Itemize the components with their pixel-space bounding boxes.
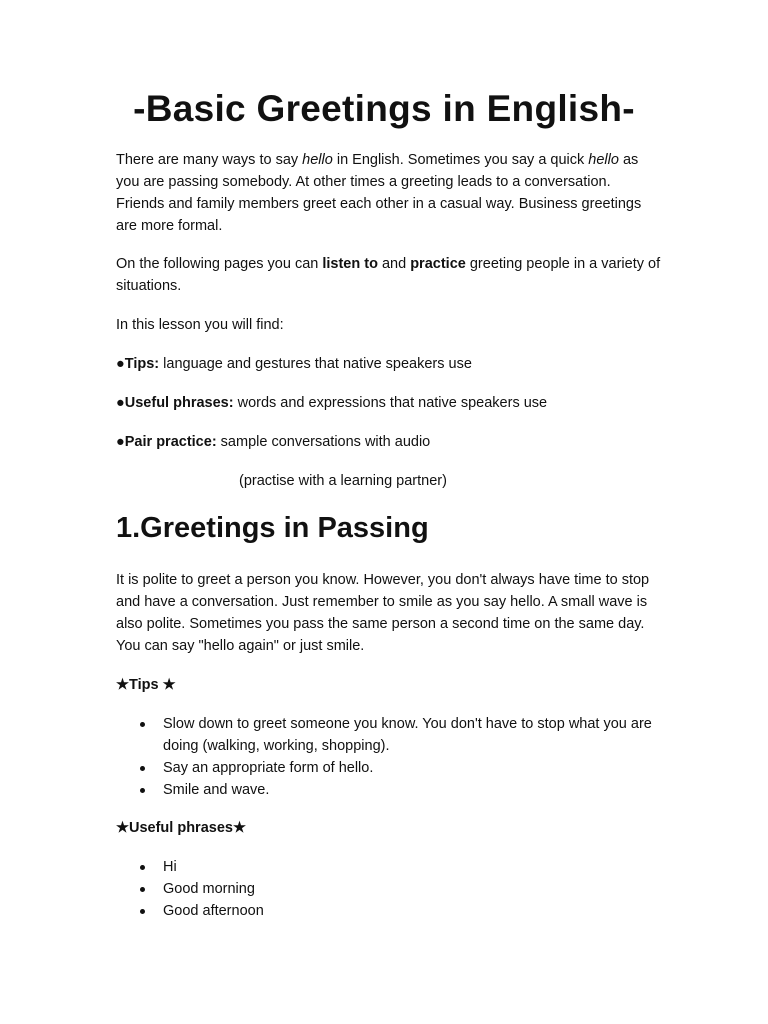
feature-label: Pair practice: (124, 434, 217, 450)
bullet-icon: ● (116, 395, 125, 411)
feature-text: words and expressions that native speakers use (233, 395, 548, 411)
section-heading: 1.Greetings in Passing (116, 512, 429, 544)
list-item-text: Say an appropriate form of hello. (163, 760, 374, 776)
emphasis-listen: listen to (322, 256, 378, 272)
feature-text: sample conversations with audio (216, 434, 431, 450)
intro-text: and (377, 256, 411, 272)
feature-label: Useful phrases: (124, 395, 234, 411)
bullet-icon (140, 865, 145, 870)
intro-paragraph-3: In this lesson you will find: (116, 317, 284, 333)
bullet-icon (140, 788, 145, 793)
useful-phrases-heading: ★Useful phrases★ (116, 820, 246, 836)
phrases-list (116, 856, 661, 922)
intro-text: in English. Sometimes you say a quick (332, 152, 589, 168)
feature-tips (116, 353, 661, 375)
tips-list (116, 713, 661, 801)
feature-label: Tips: (124, 356, 160, 372)
bullet-icon (140, 766, 145, 771)
intro-text: as you are passing somebody. At other times a greeting leads to a conversation. Friends and family members greet each other in a casual way. Business greetings are more formal. (116, 152, 642, 234)
page-title: -Basic Greetings in English- (133, 88, 635, 129)
intro-paragraph-2 (116, 253, 661, 297)
list-item (116, 856, 661, 878)
list-item (116, 779, 661, 801)
list-item-text: Slow down to greet someone you know. You don't have to stop what you are doing (walking, working, shopping). (163, 716, 652, 754)
list-item (116, 878, 661, 900)
list-item (116, 713, 661, 757)
intro-text: greeting people in a variety of situations. (116, 256, 661, 294)
list-item-text: Smile and wave. (163, 782, 270, 798)
list-item (116, 757, 661, 779)
feature-pair-practice (116, 431, 661, 453)
bullet-icon: ● (116, 356, 125, 372)
emphasis-hello: hello (588, 152, 619, 168)
feature-useful-phrases (116, 392, 661, 414)
bullet-icon (140, 722, 145, 727)
list-item-text: Hi (163, 859, 177, 875)
emphasis-practice: practice (410, 256, 466, 272)
list-item (116, 900, 661, 922)
bullet-icon (140, 909, 145, 914)
section-body: It is polite to greet a person you know. However, you don't always have time to stop and have a conversation. Just remember to smile as you say hello. A small wave is also polite. Sometimes you pass the same person a second time on the same day. You can say "hello again" or just smile. (116, 572, 650, 654)
bullet-icon: ● (116, 434, 125, 450)
intro-paragraph-1 (116, 149, 661, 237)
emphasis-hello: hello (302, 152, 333, 168)
pair-practice-note: (practise with a learning partner) (239, 473, 447, 489)
list-item-text: Good morning (163, 881, 255, 897)
list-item-text: Good afternoon (163, 903, 264, 919)
tips-heading: ★Tips ★ (116, 677, 176, 693)
bullet-icon (140, 887, 145, 892)
feature-text: language and gestures that native speakers use (159, 356, 472, 372)
intro-text: There are many ways to say (116, 152, 303, 168)
intro-text: On the following pages you can (116, 256, 323, 272)
